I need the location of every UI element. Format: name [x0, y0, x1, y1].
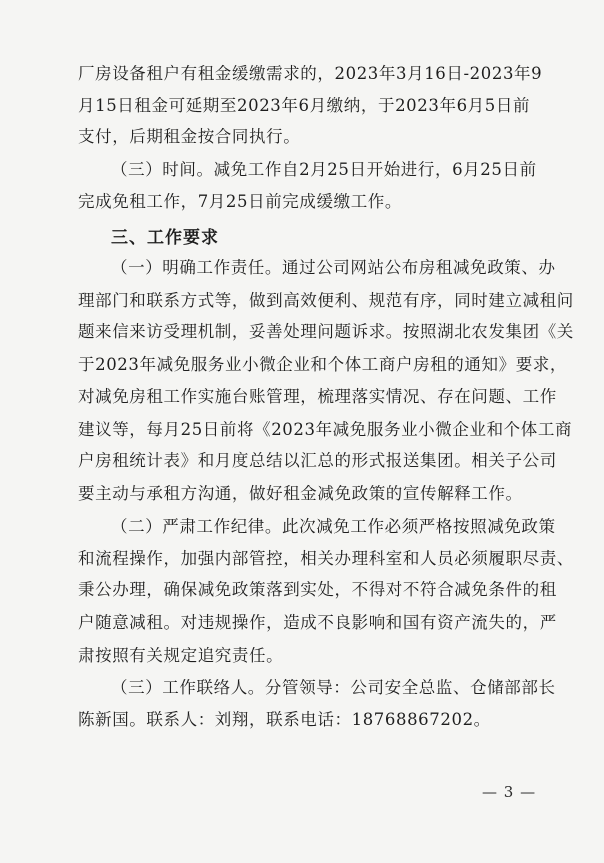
text-line: 厂房设备租户有租金缓缴需求的，2023年3月16日-2023年9 — [78, 64, 543, 83]
text-line: 理部门和联系方式等，做到高效便利、规范有序，同时建立减租问 — [78, 291, 574, 310]
text-line: 完成免租工作，7月25日前完成缓缴工作。 — [78, 192, 402, 211]
section-heading: 三、工作要求 — [111, 228, 219, 248]
text-line: 对减免房租工作实施台账管理，梳理落实情况、存在问题、工作 — [78, 387, 557, 406]
text-line: 秉公办理，确保减免政策落到实处，不得对不符合减免条件的租 — [78, 580, 557, 599]
text-line: 支付，后期租金按合同执行。 — [78, 127, 301, 146]
text-line: 月15日租金可延期至2023年6月缴纳，于2023年6月5日前 — [78, 96, 531, 115]
text-line: 建议等，每月25日前将《2023年减免服务业小微企业和个体工商 — [78, 420, 573, 439]
text-line: （一）明确工作责任。通过公司网站公布房租减免政策、办 — [111, 258, 556, 277]
text-line: 肃按照有关规定追究责任。 — [78, 646, 284, 665]
text-line: 于2023年减免服务业小微企业和个体工商户房租的通知》要求， — [78, 355, 567, 374]
text-line: 题来信来访受理机制，妥善处理问题诉求。按照湖北农发集团《关 — [78, 322, 574, 341]
text-line: （三）工作联络人。分管领导：公司安全总监、仓储部部长 — [111, 678, 556, 697]
text-line: （三）时间。减免工作自2月25日开始进行，6月25日前 — [111, 160, 537, 179]
text-line: 要主动与承租方沟通，做好租金减免政策的宣传解释工作。 — [78, 484, 523, 503]
text-line: 陈新国。联系人：刘翔，联系电话：18768867202。 — [78, 710, 491, 729]
text-line: 户房租统计表》和月度总结以汇总的形式报送集团。相关子公司 — [78, 451, 557, 470]
text-line: 户随意减租。对违规操作，造成不良影响和国有资产流失的，严 — [78, 613, 557, 632]
text-line: 和流程操作，加强内部管控，相关办理科室和人员必须履职尽责、 — [78, 549, 574, 568]
text-line: （二）严肃工作纪律。此次减免工作必须严格按照减免政策 — [111, 517, 556, 536]
page-number: — 3 — — [482, 783, 537, 801]
